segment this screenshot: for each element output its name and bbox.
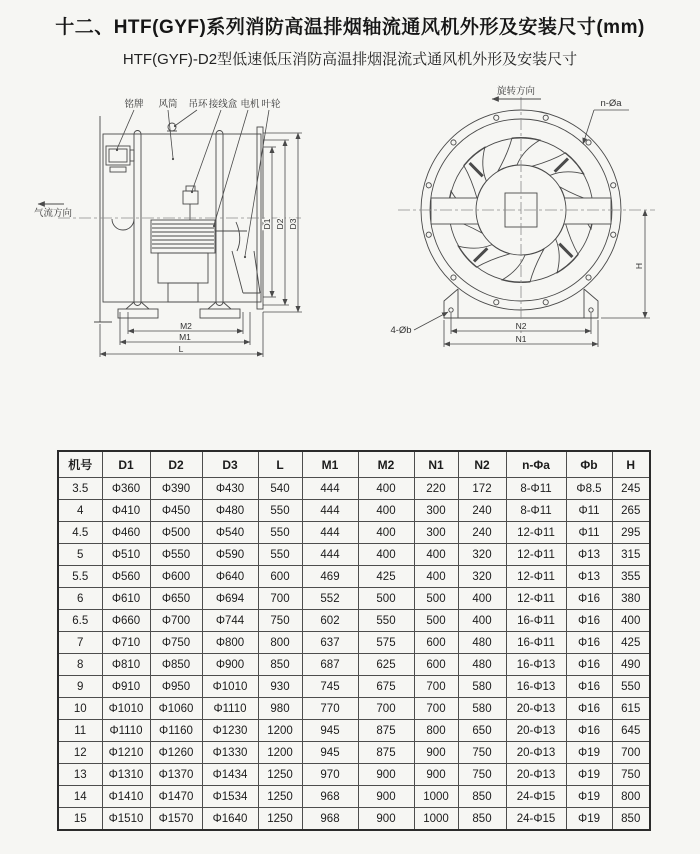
table-cell: Φ610	[102, 588, 150, 610]
side-view-drawing	[94, 116, 263, 322]
table-cell: 355	[612, 566, 650, 588]
table-cell: 580	[458, 676, 506, 698]
table-cell: Φ900	[202, 654, 258, 676]
table-cell: Φ1570	[150, 808, 202, 831]
table-cell: 315	[612, 544, 650, 566]
table-cell: Φ1160	[150, 720, 202, 742]
table-cell: 240	[458, 500, 506, 522]
table-header-cell: n-Φa	[506, 451, 566, 478]
table-cell: 8-Φ11	[506, 500, 566, 522]
table-cell: 900	[414, 764, 458, 786]
spec-table-body	[58, 478, 650, 831]
table-cell: 1250	[258, 808, 302, 831]
table-cell: 700	[414, 698, 458, 720]
table-row	[58, 610, 650, 632]
table-row	[58, 808, 650, 831]
table-header-cell: L	[258, 451, 302, 478]
table-cell: Φ16	[566, 632, 612, 654]
table-cell: 6.5	[58, 610, 102, 632]
table-cell: Φ19	[566, 764, 612, 786]
table-cell: 300	[414, 500, 458, 522]
table-cell: Φ16	[566, 698, 612, 720]
impeller-part	[232, 222, 260, 293]
table-cell: Φ460	[102, 522, 150, 544]
table-row	[58, 632, 650, 654]
foot-hole-callout	[390, 312, 448, 336]
table-cell: 320	[458, 566, 506, 588]
table-cell: Φ16	[566, 676, 612, 698]
table-cell: Φ1010	[102, 698, 150, 720]
table-cell: 540	[258, 478, 302, 500]
table-cell: Φ1330	[202, 742, 258, 764]
table-cell: Φ640	[202, 566, 258, 588]
table-cell: 11	[58, 720, 102, 742]
table-cell: 13	[58, 764, 102, 786]
table-cell: 380	[612, 588, 650, 610]
table-cell: 615	[612, 698, 650, 720]
bolt-hole-label: n-Øa	[600, 98, 622, 109]
table-cell: Φ16	[566, 588, 612, 610]
airflow-label: 气流方向	[34, 208, 73, 219]
table-cell: 400	[414, 544, 458, 566]
table-cell: 14	[58, 786, 102, 808]
table-cell: 245	[612, 478, 650, 500]
dim-label-d2: D2	[275, 218, 285, 230]
table-cell: 295	[612, 522, 650, 544]
table-header-cell: D2	[150, 451, 202, 478]
table-row	[58, 742, 650, 764]
table-row	[58, 720, 650, 742]
table-header-cell: 机号	[58, 451, 102, 478]
table-cell: 15	[58, 808, 102, 831]
rotation-direction	[492, 85, 541, 99]
table-cell: Φ410	[102, 500, 150, 522]
table-cell: Φ500	[150, 522, 202, 544]
part-label-motor: 电机	[240, 99, 260, 110]
table-cell: Φ1410	[102, 786, 150, 808]
table-cell: Φ1470	[150, 786, 202, 808]
table-cell: 12-Φ11	[506, 522, 566, 544]
table-cell: 675	[358, 676, 414, 698]
table-cell: Φ360	[102, 478, 150, 500]
table-cell: Φ650	[150, 588, 202, 610]
table-cell: Φ1510	[102, 808, 150, 831]
table-cell: 444	[302, 522, 358, 544]
table-cell: 750	[458, 742, 506, 764]
table-row	[58, 588, 650, 610]
table-cell: Φ11	[566, 500, 612, 522]
table-row	[58, 676, 650, 698]
table-cell: 945	[302, 720, 358, 742]
table-cell: 850	[458, 786, 506, 808]
table-cell: Φ8.5	[566, 478, 612, 500]
table-cell: 400	[458, 588, 506, 610]
table-cell: 24-Φ15	[506, 808, 566, 831]
table-cell: 800	[414, 720, 458, 742]
table-cell: Φ1110	[202, 698, 258, 720]
table-cell: 172	[458, 478, 506, 500]
table-cell: 850	[612, 808, 650, 831]
table-cell: Φ390	[150, 478, 202, 500]
table-cell: 300	[414, 522, 458, 544]
rotation-label: 旋转方向	[496, 86, 536, 97]
table-cell: Φ16	[566, 720, 612, 742]
table-cell: 400	[358, 478, 414, 500]
table-cell: Φ1210	[102, 742, 150, 764]
table-cell: 745	[302, 676, 358, 698]
table-cell: 5.5	[58, 566, 102, 588]
table-cell: 980	[258, 698, 302, 720]
table-cell: 550	[258, 522, 302, 544]
table-cell: Φ16	[566, 654, 612, 676]
table-cell: Φ560	[102, 566, 150, 588]
table-cell: 875	[358, 742, 414, 764]
table-cell: Φ550	[150, 544, 202, 566]
table-header-cell: N2	[458, 451, 506, 478]
table-cell: Φ13	[566, 544, 612, 566]
table-cell: 400	[612, 610, 650, 632]
table-cell: Φ1010	[202, 676, 258, 698]
table-cell: Φ1060	[150, 698, 202, 720]
table-cell: 320	[458, 544, 506, 566]
table-cell: 400	[358, 544, 414, 566]
table-cell: 7	[58, 632, 102, 654]
table-cell: Φ590	[202, 544, 258, 566]
lifting-eye-part	[167, 123, 177, 131]
table-cell: 12-Φ11	[506, 544, 566, 566]
dim-label-d3: D3	[288, 218, 298, 230]
table-cell: 425	[612, 632, 650, 654]
table-cell: 1000	[414, 786, 458, 808]
table-cell: Φ19	[566, 808, 612, 831]
table-cell: Φ19	[566, 786, 612, 808]
table-cell: Φ660	[102, 610, 150, 632]
table-cell: 700	[358, 698, 414, 720]
table-cell: Φ750	[150, 632, 202, 654]
table-cell: Φ11	[566, 522, 612, 544]
dim-label-l: L	[178, 344, 184, 354]
table-cell: 425	[358, 566, 414, 588]
table-cell: 850	[258, 654, 302, 676]
table-row	[58, 478, 650, 500]
dim-label-n2: N2	[515, 321, 527, 331]
dim-label-m2: M2	[180, 321, 192, 331]
table-cell: Φ540	[202, 522, 258, 544]
table-header-cell: D1	[102, 451, 150, 478]
table-cell: 687	[302, 654, 358, 676]
table-cell: 875	[358, 720, 414, 742]
table-cell: 600	[258, 566, 302, 588]
table-cell: 400	[458, 610, 506, 632]
table-cell: 800	[258, 632, 302, 654]
table-cell: 16-Φ11	[506, 632, 566, 654]
table-row	[58, 566, 650, 588]
table-cell: 550	[258, 544, 302, 566]
dim-label-h: H	[634, 262, 644, 270]
table-cell: 750	[458, 764, 506, 786]
table-cell: 444	[302, 544, 358, 566]
dimension-table	[57, 450, 651, 831]
table-cell: 480	[458, 654, 506, 676]
dim-label-d1: D1	[262, 218, 272, 230]
table-cell: 800	[612, 786, 650, 808]
table-cell: 945	[302, 742, 358, 764]
table-cell: 550	[612, 676, 650, 698]
motor-part	[151, 220, 247, 302]
part-label-lifting-eye: 吊环	[188, 99, 208, 110]
table-cell: 500	[414, 610, 458, 632]
table-cell: 770	[302, 698, 358, 720]
table-cell: 12-Φ11	[506, 566, 566, 588]
table-cell: 930	[258, 676, 302, 698]
table-cell: 700	[612, 742, 650, 764]
table-cell: Φ810	[102, 654, 150, 676]
table-row	[58, 786, 650, 808]
table-cell: 968	[302, 786, 358, 808]
table-cell: 900	[414, 742, 458, 764]
dim-label-m1: M1	[179, 332, 191, 342]
table-cell: 900	[358, 786, 414, 808]
table-cell: Φ510	[102, 544, 150, 566]
table-cell: Φ1260	[150, 742, 202, 764]
table-cell: 20-Φ13	[506, 764, 566, 786]
table-cell: Φ1110	[102, 720, 150, 742]
table-cell: Φ450	[150, 500, 202, 522]
table-cell: Φ1434	[202, 764, 258, 786]
table-cell: 700	[414, 676, 458, 698]
table-cell: Φ1370	[150, 764, 202, 786]
table-cell: 637	[302, 632, 358, 654]
table-row	[58, 544, 650, 566]
table-cell: 3.5	[58, 478, 102, 500]
table-cell: Φ1534	[202, 786, 258, 808]
table-cell: 265	[612, 500, 650, 522]
technical-drawings	[0, 70, 700, 445]
table-cell: 900	[358, 764, 414, 786]
table-cell: 750	[258, 610, 302, 632]
table-row	[58, 500, 650, 522]
part-label-impeller: 叶轮	[261, 99, 281, 110]
table-cell: Φ16	[566, 610, 612, 632]
table-cell: Φ1230	[202, 720, 258, 742]
table-cell: 650	[458, 720, 506, 742]
table-cell: Φ910	[102, 676, 150, 698]
table-row	[58, 698, 650, 720]
table-cell: Φ710	[102, 632, 150, 654]
table-header-cell: M2	[358, 451, 414, 478]
table-cell: 700	[258, 588, 302, 610]
table-cell: 600	[414, 654, 458, 676]
table-cell: 968	[302, 808, 358, 831]
table-cell: 6	[58, 588, 102, 610]
table-cell: 645	[612, 720, 650, 742]
table-cell: 1000	[414, 808, 458, 831]
table-row	[58, 764, 650, 786]
table-cell: Φ480	[202, 500, 258, 522]
table-cell: Φ430	[202, 478, 258, 500]
table-cell: 220	[414, 478, 458, 500]
table-cell: 469	[302, 566, 358, 588]
table-cell: 20-Φ13	[506, 698, 566, 720]
table-cell: Φ744	[202, 610, 258, 632]
table-header-cell: D3	[202, 451, 258, 478]
table-cell: 400	[414, 566, 458, 588]
page-title: 十二、HTF(GYF)系列消防高温排烟轴流通风机外形及安装尺寸(mm)	[55, 17, 645, 38]
table-cell: 480	[458, 632, 506, 654]
table-cell: Φ950	[150, 676, 202, 698]
nameplate-part	[106, 146, 134, 172]
table-cell: 550	[358, 610, 414, 632]
table-row	[58, 654, 650, 676]
table-cell: 24-Φ15	[506, 786, 566, 808]
table-cell: 16-Φ13	[506, 676, 566, 698]
table-cell: Φ700	[150, 610, 202, 632]
dim-label-n1: N1	[515, 334, 527, 344]
table-cell: 1250	[258, 764, 302, 786]
table-cell: 1250	[258, 786, 302, 808]
table-header-cell: Φb	[566, 451, 612, 478]
table-cell: 900	[358, 808, 414, 831]
table-cell: 602	[302, 610, 358, 632]
table-cell: Φ13	[566, 566, 612, 588]
table-cell: 500	[414, 588, 458, 610]
table-cell: 490	[612, 654, 650, 676]
table-cell: 8	[58, 654, 102, 676]
table-cell: Φ694	[202, 588, 258, 610]
table-cell: 16-Φ13	[506, 654, 566, 676]
table-cell: 444	[302, 500, 358, 522]
table-cell: 550	[258, 500, 302, 522]
table-cell: Φ1640	[202, 808, 258, 831]
table-cell: 600	[414, 632, 458, 654]
table-header-cell: H	[612, 451, 650, 478]
table-cell: 4.5	[58, 522, 102, 544]
table-cell: 5	[58, 544, 102, 566]
part-label-junction-box: 接线盒	[208, 99, 238, 110]
table-cell: 10	[58, 698, 102, 720]
table-header-row	[58, 451, 650, 478]
table-header-cell: M1	[302, 451, 358, 478]
table-cell: 20-Φ13	[506, 720, 566, 742]
table-cell: 400	[358, 522, 414, 544]
table-cell: 4	[58, 500, 102, 522]
table-cell: 16-Φ11	[506, 610, 566, 632]
table-cell: Φ19	[566, 742, 612, 764]
table-cell: Φ1310	[102, 764, 150, 786]
part-label-casing: 风筒	[158, 99, 178, 110]
foot-hole-label: 4-Øb	[390, 325, 412, 336]
table-cell: 444	[302, 478, 358, 500]
table-cell: Φ850	[150, 654, 202, 676]
table-cell: 400	[358, 500, 414, 522]
page-subtitle: HTF(GYF)-D2型低速低压消防高温排烟混流式通风机外形及安装尺寸	[122, 51, 578, 68]
table-header-cell: N1	[414, 451, 458, 478]
table-cell: 750	[612, 764, 650, 786]
table-cell: 552	[302, 588, 358, 610]
airflow-direction	[34, 204, 72, 219]
table-cell: 12	[58, 742, 102, 764]
junction-box-part	[183, 186, 198, 220]
table-cell: 9	[58, 676, 102, 698]
table-cell: 12-Φ11	[506, 588, 566, 610]
table-cell: 500	[358, 588, 414, 610]
table-cell: 1200	[258, 742, 302, 764]
part-label-nameplate: 铭牌	[124, 99, 144, 110]
table-cell: 240	[458, 522, 506, 544]
table-cell: 970	[302, 764, 358, 786]
table-cell: Φ600	[150, 566, 202, 588]
table-cell: 20-Φ13	[506, 742, 566, 764]
table-cell: Φ800	[202, 632, 258, 654]
table-cell: 575	[358, 632, 414, 654]
table-cell: 1200	[258, 720, 302, 742]
table-cell: 625	[358, 654, 414, 676]
table-cell: 8-Φ11	[506, 478, 566, 500]
table-cell: 850	[458, 808, 506, 831]
table-row	[58, 522, 650, 544]
table-cell: 580	[458, 698, 506, 720]
